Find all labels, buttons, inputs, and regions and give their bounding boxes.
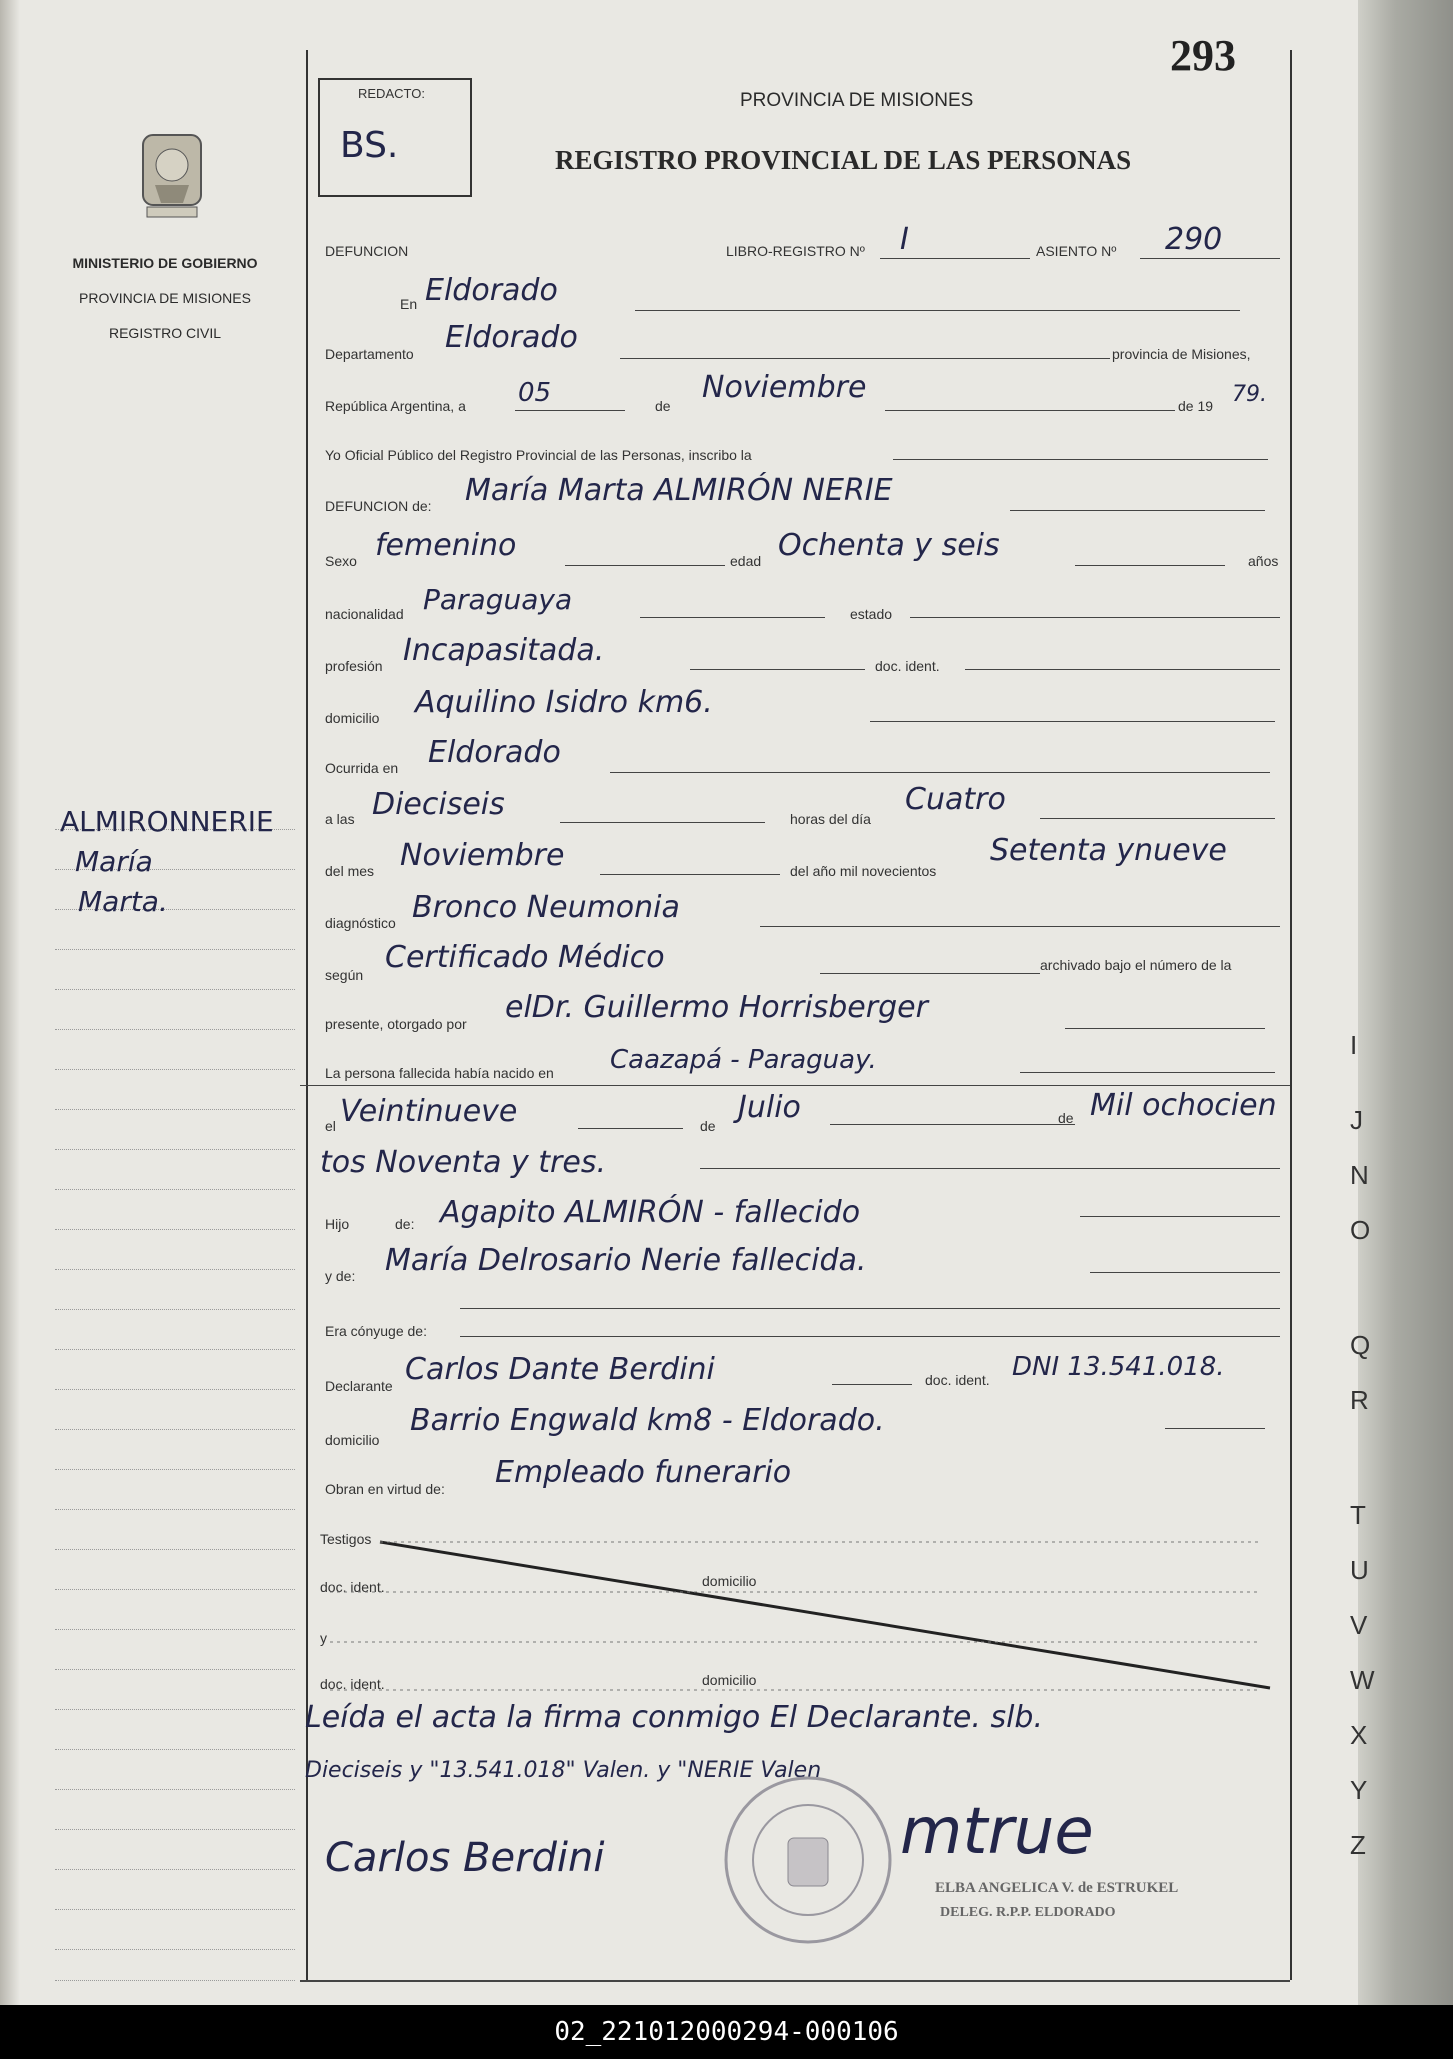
page-number: 293 [1170,31,1236,80]
alas-line [560,822,765,823]
de3-label: de [1058,1110,1074,1126]
de2-label: de [700,1118,716,1134]
frame-right [1290,50,1292,1980]
decl-dom-line [1165,1428,1265,1429]
decl-dom-value: Barrio Engwald km8 - Eldorado. [410,1403,885,1438]
nacionalidad-line [640,617,825,618]
estado-label: estado [850,606,893,622]
index-letter-w: W [1350,1665,1375,1695]
ocurrida-line [610,772,1270,773]
ministry-title: MINISTERIO DE GOBIERNO [72,255,258,271]
departamento-line [620,358,1110,359]
dia-value: 05 [518,378,552,408]
dia-muerte-line [1040,818,1275,819]
tos-line [700,1168,1280,1169]
diagnostico-line [760,926,1280,927]
margin-note-surname: ALMIRONNERIE [60,805,274,838]
ministry-province: PROVINCIA DE MISIONES [79,290,251,306]
index-letter-z: Z [1350,1830,1366,1860]
en-label: En [400,296,418,312]
redacto-label: REDACTO: [358,86,425,101]
republica-label: República Argentina, a [325,398,466,414]
testigo-y-label: y [320,1630,327,1646]
dia-muerte-value: Cuatro [905,782,1006,817]
delmes-value: Noviembre [400,838,565,873]
domicilio-line [870,721,1275,722]
sexo-line [565,565,725,566]
decl-doc-value: DNI 13.541.018. [1012,1352,1225,1382]
decl-dom-label: domicilio [325,1432,380,1448]
el-line [578,1128,683,1129]
testigos-label: Testigos [320,1531,372,1547]
index-letter-v: V [1350,1610,1368,1640]
index-letter-o: O [1350,1215,1371,1245]
hijo-value: Agapito ALMIRÓN - fallecido [440,1195,861,1230]
closing-line-2: Dieciseis y "13.541.018" Valen. y "NERIE Valen [305,1758,822,1783]
de-label: de [655,398,671,414]
de3-value: Mil ochocien [1090,1088,1277,1123]
mes-value: Noviembre [702,370,867,405]
nacido-label: La persona fallecida había nacido en [325,1065,554,1081]
profesion-value: Incapasitada. [403,633,605,668]
edad-line [1075,565,1225,566]
index-letter-n: N [1350,1160,1369,1190]
alas-label: a las [325,811,355,827]
nacido-value: Caazapá - Paraguay. [610,1045,877,1075]
redacto-value: BS. [340,125,399,166]
departamento-value: Eldorado [445,320,578,355]
witness-cancel-strike [300,1530,1290,1700]
book-spine [0,0,20,2005]
yde-value: María Delrosario Nerie fallecida. [385,1243,867,1278]
anio-value: 79. [1232,382,1267,407]
en-line [635,310,1240,311]
ocurrida-value: Eldorado [428,735,561,770]
index-letter-r: R [1350,1385,1369,1415]
archivado-label: archivado bajo el número de la [1040,957,1232,973]
domicilio-label: domicilio [325,710,380,726]
diagnostico-value: Bronco Neumonia [412,890,680,925]
testigo-doc2-label: doc. ident. [320,1676,385,1692]
header-province: PROVINCIA DE MISIONES [740,90,974,111]
alas-value: Dieciseis [372,787,505,822]
redacto-box [318,78,472,197]
hijo-label: Hijo [325,1216,350,1232]
edad-value: Ochenta y seis [778,528,1000,563]
libro-label: LIBRO-REGISTRO Nº [726,243,865,259]
stamp-title: DELEG. R.P.P. ELDORADO [940,1905,1116,1920]
estado-line [910,617,1280,618]
delmes-label: del mes [325,863,375,879]
header-registry: REGISTRO PROVINCIAL DE LAS PERSONAS [555,145,1132,175]
segun-line [820,973,1040,974]
horas-label: horas del día [790,811,871,827]
nacido-line [1020,1072,1275,1073]
frame-bottom [300,1980,1290,1982]
index-letter-i: I [1350,1030,1358,1060]
segun-value: Certificado Médico [385,940,665,975]
en-value: Eldorado [425,273,558,308]
edad-label: edad [730,553,762,569]
sexo-label: Sexo [325,553,357,569]
obran-value: Empleado funerario [495,1455,792,1490]
declarante-label: Declarante [325,1378,393,1394]
delmes-line [600,874,780,875]
profesion-line [690,669,865,670]
closing-line-1: Leída el acta la firma conmigo El Declarante. slb. [305,1700,1043,1735]
index-letter-q: Q [1350,1330,1371,1360]
presente-line [1065,1028,1265,1029]
diagnostico-label: diagnóstico [325,915,396,931]
el-value: Veintinueve [340,1094,518,1129]
ocurrida-label: Ocurrida en [325,760,399,776]
dia-line [515,410,625,411]
rule-1 [300,1085,1290,1086]
asiento-value: 290 [1165,222,1223,257]
index-letter-x: X [1350,1720,1368,1750]
obran-label: Obran en virtud de: [325,1481,445,1497]
domicilio-value: Aquilino Isidro km6. [415,685,713,720]
oficial-label: Yo Oficial Público del Registro Provincial de las Personas, inscribo la [325,447,752,463]
anio-label: de 19 [1178,398,1214,414]
mes-line [885,410,1175,411]
ministry-registry: REGISTRO CIVIL [108,325,222,341]
margin-note-name2: Marta. [78,885,168,918]
coat-of-arms-icon [125,125,220,230]
index-letter-y: Y [1350,1775,1368,1805]
declarante-line [832,1384,912,1385]
de2-value: Julio [738,1090,801,1125]
act-type-label: DEFUNCION [325,243,409,259]
de2-line [830,1124,1075,1125]
declarant-signature: Carlos Berdini [325,1835,605,1881]
asiento-label: ASIENTO Nº [1036,243,1117,259]
presente-value: elDr. Guillermo Horrisberger [505,990,928,1025]
oficial-line [893,459,1268,460]
conyuge-line-top [460,1308,1280,1309]
delanio-value: Setenta ynueve [990,833,1227,868]
doc-line [965,669,1280,670]
official-signature: mtrue [900,1795,1094,1869]
image-id-footer: 02_221012000294-000106 [0,2005,1453,2059]
segun-label: según [325,967,364,983]
index-letter-t: T [1350,1500,1366,1530]
defuncion-de-line [1010,510,1265,511]
decl-doc-label: doc. ident. [925,1372,990,1388]
hijo-line [1080,1216,1280,1217]
anios-label: años [1248,553,1279,569]
profesion-label: profesión [325,658,383,674]
margin-note-name1: María [75,845,153,878]
yde-label: y de: [325,1268,356,1284]
defuncion-de-label: DEFUNCION de: [325,498,432,514]
tos-value: tos Noventa y tres. [320,1145,606,1180]
libro-line [880,258,1030,259]
index-letter-j: J [1350,1105,1363,1135]
defuncion-de-value: María Marta ALMIRÓN NERIE [465,473,893,508]
nacionalidad-value: Paraguaya [423,583,573,616]
page-edge [1358,0,1453,2005]
presente-label: presente, otorgado por [325,1016,467,1032]
stamp-name: ELBA ANGELICA V. de ESTRUKEL [935,1880,1179,1896]
el-label: el [325,1118,336,1134]
nacionalidad-label: nacionalidad [325,606,404,622]
provincia-label: provincia de Misiones, [1112,346,1251,362]
testigo-dom1-label: domicilio [702,1573,757,1589]
delanio-label: del año mil novecientos [790,863,937,879]
asiento-line [1140,258,1280,259]
libro-value: I [900,222,909,257]
testigo-doc1-label: doc. ident. [320,1579,385,1595]
official-seal-icon [708,1760,908,1960]
conyuge-line [460,1336,1280,1337]
sexo-value: femenino [375,528,517,563]
testigo-dom2-label: domicilio [702,1672,757,1688]
departamento-label: Departamento [325,346,414,362]
hijode-label: de: [395,1216,415,1232]
yde-line [1090,1272,1280,1273]
margin-lines [55,790,295,1981]
declarante-value: Carlos Dante Berdini [405,1352,715,1387]
doc-label: doc. ident. [875,658,940,674]
conyuge-label: Era cónyuge de: [325,1323,427,1339]
index-letter-u: U [1350,1555,1369,1585]
